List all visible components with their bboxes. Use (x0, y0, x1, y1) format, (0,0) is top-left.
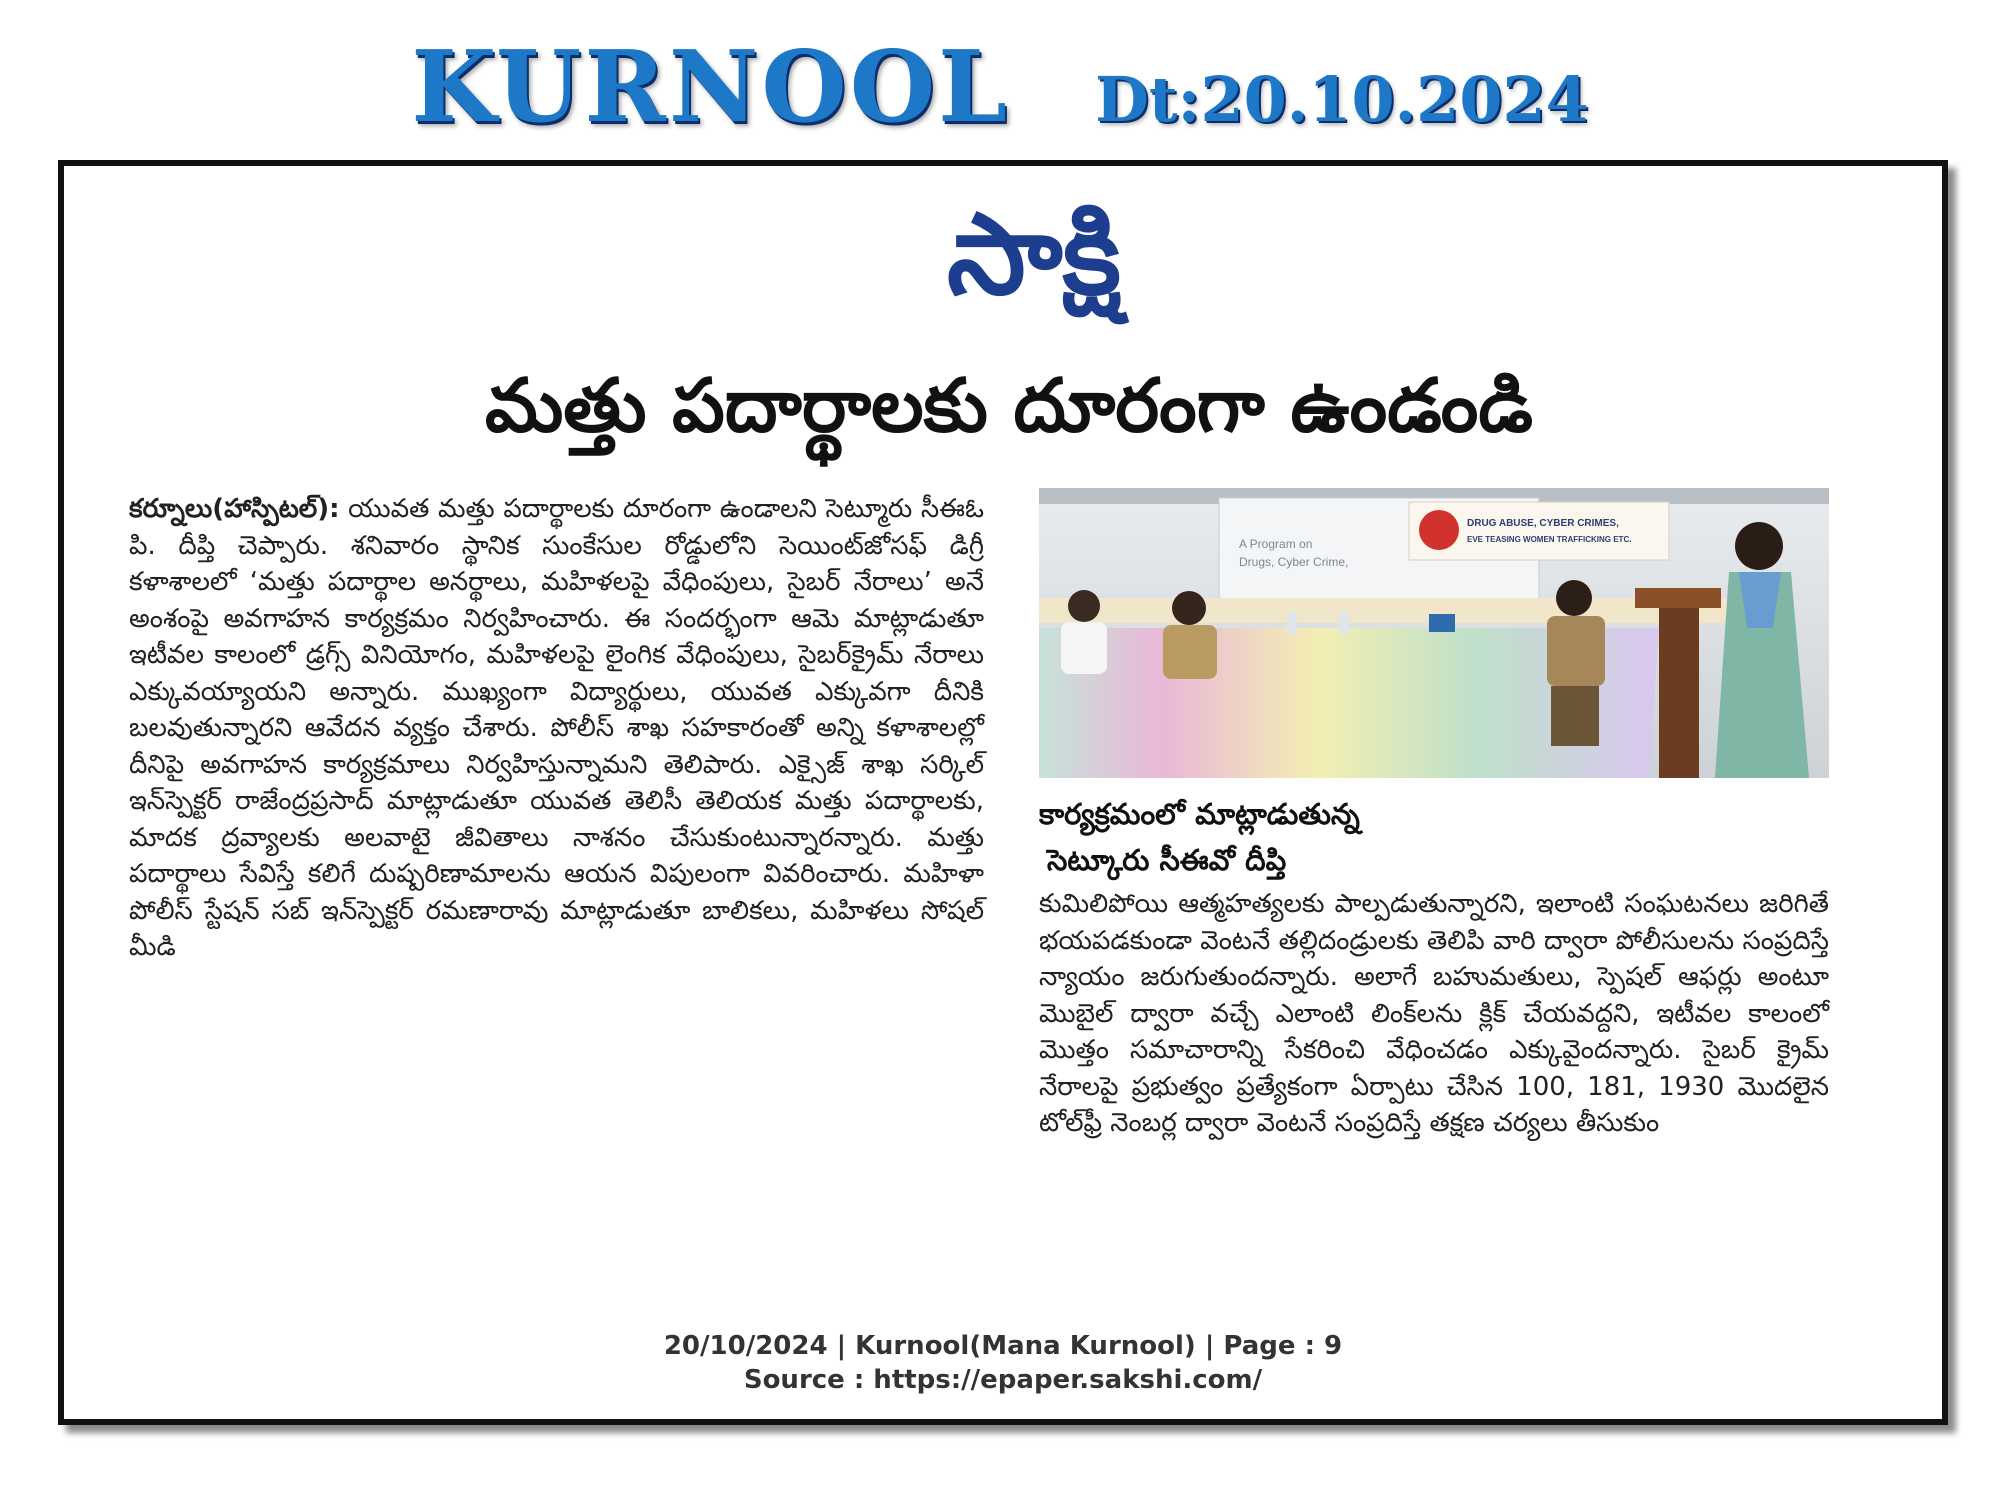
person-3-legs (1551, 686, 1599, 746)
article-headline: మత్తు పదార్థాలకు దూరంగా ఉండండి (484, 363, 1534, 449)
banner-text-2: EVE TEASING WOMEN TRAFFICKING ETC. (1467, 535, 1632, 544)
article-dateline: కర్నూలు(హాస్పిటల్): (129, 494, 340, 524)
banner-logo (1419, 510, 1459, 550)
person-1-head (1068, 590, 1100, 622)
banner-text-1: DRUG ABUSE, CYBER CRIMES, (1467, 518, 1619, 529)
city-title: KURNOOL (411, 30, 1011, 145)
podium-stand (1659, 598, 1699, 778)
water-bottle-2 (1339, 612, 1349, 634)
article-column-left (129, 491, 984, 966)
nameplate (1429, 614, 1455, 632)
speaker-head (1735, 522, 1783, 570)
person-2-body (1163, 625, 1217, 679)
article-column-right: కుమిలిపోయి ఆత్మహత్యలకు పాల్పడుతున్నారని, ఇలాంటి సంఘటనలు జరిగితే భయపడకుండా వెంటనే తల్లిదండ్రులకు తెలిపి వారి ద్వారా పోలీసులను సంప్రదిస్తే న్యాయం జరుగుతుందన్నారు. అలాగే బహుమతులు, స్పెషల్ ఆఫర్లు అంటూ మొబైల్ ద్వారా వచ్చే ఎలాంటి లింక్‌లను క్లిక్ చేయవద్దని, ఇటీవల కాలంలో మొత్తం సమాచారాన్ని సేకరించి వేధించడం ఎక్కువైందన్నారు. సైబర్ క్రైమ్ నేరాలపై ప్రభుత్వం ప్రత్యేకంగా ఏర్పాటు చేసిన 100, 181, 1930 మొదలైన టోల్‌ఫ్రీ నెంబర్ల ద్వారా వెంటనే సంప్రదిస్తే తక్షణ చర్యలు తీసుకుం (1039, 889, 1829, 1138)
person-3-head (1556, 580, 1592, 616)
clipping-footer (64, 1329, 1942, 1397)
event-photo-image (1039, 488, 1829, 778)
caption-line-2: సెట్కూరు సీఈవో దీప్తి (1047, 843, 1287, 877)
screen-text-1: A Program on (1239, 537, 1313, 551)
person-3-body (1547, 616, 1605, 686)
article-left-text: యువత మత్తు పదార్థాలకు దూరంగా ఉండాలని సెట్మూరు సీఈఓ పి. దీప్తి చెప్పారు. శనివారం స్థానిక సుంకేసుల రోడ్డులోని సెయింట్‌జోసఫ్ డిగ్రీ కళాశాలలో ‘మత్తు పదార్థాల అనర్థాలు, మహిళలపై వేధింపులు, సైబర్ నేరాలు’ అనే అంశంపై అవగాహన కార్యక్రమం నిర్వహించారు. ఈ సందర్భంగా ఆమె మాట్లాడుతూ ఇటీవల కాలంలో డ్రగ్స్ వినియోగం, మహిళలపై లైంగిక వేధింపులు, సైబర్‌క్రైమ్ నేరాలు ఎక్కువయ్యాయని అన్నారు. ముఖ్యంగా విద్యార్థులు, యువత ఎక్కువగా దీనికి బలవుతున్నారని ఆవేదన వ్యక్తం చేశారు. పోలీస్ శాఖ సహకారంతో అన్ని కళాశాలల్లో దీనిపై అవగాహన కార్యక్రమాలు నిర్వహిస్తున్నామని తెలిపారు. ఎక్సైజ్ శాఖ సర్కిల్ ఇన్‌స్పెక్టర్ రాజేంద్రప్రసాద్ మాట్లాడుతూ యువత తెలిసీ తెలియక మత్తు పదార్థాలకు, మాదక ద్రవ్యాలకు అలవాటై జీవితాలు నాశనం చేసుకుంటున్నారన్నారు. మత్తు పదార్థాలు సేవిస్తే కలిగే దుష్పరిణామాలను ఆయన విపులంగా వివరించారు. మహిళా పోలీస్ స్టేషన్ సబ్ ఇన్‌స్పెక్టర్ రమణారావు మాట్లాడుతూ బాలికలు, మహిళలు సోషల్ మీడి (129, 494, 985, 962)
water-bottle-1 (1287, 612, 1297, 634)
page-banner (0, 30, 2000, 145)
person-2-head (1172, 591, 1206, 625)
screen-text-2: Drugs, Cyber Crime, (1239, 555, 1349, 569)
table-top (1039, 598, 1729, 623)
banner-date: Dt:20.10.2024 (1095, 63, 1589, 136)
clipping-frame (58, 160, 1948, 1425)
article-photo (1039, 488, 1829, 778)
person-1-body (1061, 622, 1107, 674)
caption-line-1: కార్యక్రమంలో మాట్లాడుతున్న (1039, 797, 1360, 831)
podium-top (1635, 588, 1721, 608)
footer-source-line: Source : https://epaper.sakshi.com/ (743, 1365, 1263, 1395)
newspaper-masthead: సాక్షి (947, 190, 1121, 320)
footer-edition-line: 20/10/2024 | Kurnool(Mana Kurnool) | Page : 9 (663, 1331, 1343, 1361)
photo-caption (1039, 791, 1829, 883)
